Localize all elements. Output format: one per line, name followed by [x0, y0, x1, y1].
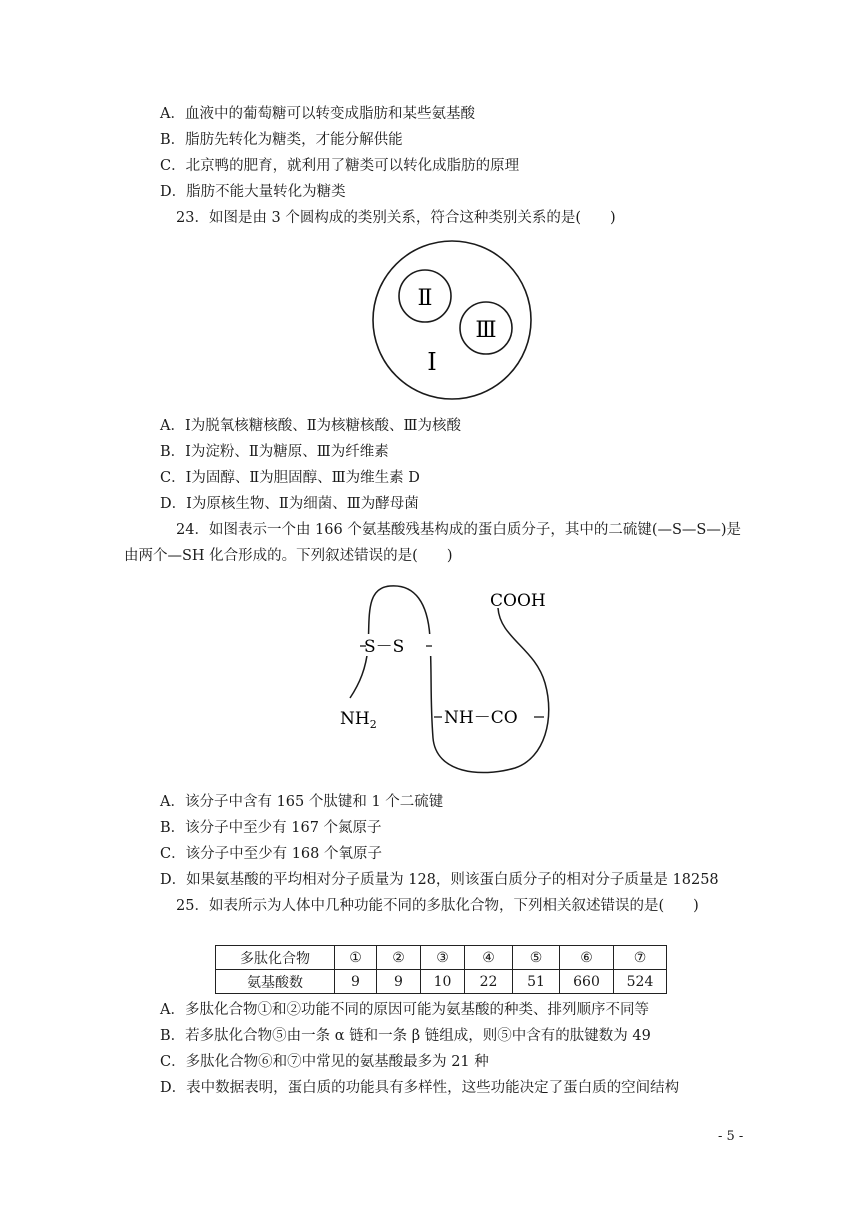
q25-option-c: C．多肽化合物⑥和⑦中常见的氨基酸最多为 21 种 — [160, 1054, 489, 1070]
table-col-7: ⑦ — [614, 946, 667, 970]
circle-outer — [373, 241, 531, 399]
page-number: - 5 - — [718, 1129, 744, 1144]
label-outer: Ⅰ — [427, 348, 437, 376]
table-cell: 660 — [560, 970, 614, 994]
table-col-3: ③ — [421, 946, 465, 970]
table-cell: 9 — [377, 970, 421, 994]
label-nh2: $NH_2$ — [340, 709, 377, 731]
table-row — [216, 970, 667, 994]
table-cell: 9 — [335, 970, 377, 994]
q22-option-b: B．脂肪先转化为糖类，才能分解供能 — [160, 132, 403, 148]
q24-stem-line2: 由两个—SH 化合形成的。下列叙述错误的是( ) — [124, 548, 453, 564]
table-col-2: ② — [377, 946, 421, 970]
label-inner-left: Ⅱ — [417, 286, 433, 311]
q24-option-a: A．该分子中含有 165 个肽键和 1 个二硫键 — [160, 794, 444, 810]
table-col-5: ⑤ — [513, 946, 560, 970]
table-col-6: ⑥ — [560, 946, 614, 970]
table-header-row — [216, 946, 667, 970]
table-header-label: 多肽化合物 — [216, 946, 335, 970]
q24-option-c: C．该分子中至少有 168 个氧原子 — [160, 846, 382, 862]
label-disulfide: S－S — [364, 637, 405, 657]
q23-venn-diagram — [370, 236, 535, 406]
table-row-label: 氨基酸数 — [216, 970, 335, 994]
q23-option-c: C．Ⅰ为固醇、Ⅱ为胆固醇、Ⅲ为维生素 D — [160, 470, 420, 486]
table-col-4: ④ — [465, 946, 513, 970]
q22-option-d: D．脂肪不能大量转化为糖类 — [160, 184, 346, 200]
table-col-1: ① — [335, 946, 377, 970]
q24-option-b: B．该分子中至少有 167 个氮原子 — [160, 820, 382, 836]
label-cooh: COOH — [490, 591, 546, 611]
q25-stem: 25．如表所示为人体中几种功能不同的多肽化合物，下列相关叙述错误的是( ) — [176, 898, 699, 914]
q24-stem-line1: 24．如图表示一个由 166 个氨基酸残基构成的蛋白质分子，其中的二硫键(—S—S—)是 — [176, 522, 742, 538]
table-cell: 10 — [421, 970, 465, 994]
q22-option-a: A．血液中的葡萄糖可以转变成脂肪和某些氨基酸 — [160, 106, 475, 122]
q23-option-d: D．Ⅰ为原核生物、Ⅱ为细菌、Ⅲ为酵母菌 — [160, 496, 419, 512]
q25-polypeptide-table — [215, 945, 667, 994]
peptide-chain-path — [350, 586, 549, 773]
q25-option-a: A．多肽化合物①和②功能不同的原因可能为氨基酸的种类、排列顺序不同等 — [160, 1002, 649, 1018]
q25-option-d: D．表中数据表明，蛋白质的功能具有多样性，这些功能决定了蛋白质的空间结构 — [160, 1080, 680, 1096]
label-inner-right: Ⅲ — [475, 318, 497, 343]
q23-stem: 23．如图是由 3 个圆构成的类别关系，符合这种类别关系的是( ) — [176, 210, 616, 226]
q24-protein-diagram — [330, 578, 580, 783]
q25-option-b: B．若多肽化合物⑤由一条 α 链和一条 β 链组成，则⑤中含有的肽键数为 49 — [160, 1028, 651, 1044]
table-cell: 22 — [465, 970, 513, 994]
q23-option-a: A．Ⅰ为脱氧核糖核酸、Ⅱ为核糖核酸、Ⅲ为核酸 — [160, 418, 462, 434]
q23-option-b: B．Ⅰ为淀粉、Ⅱ为糖原、Ⅲ为纤维素 — [160, 444, 389, 460]
label-peptide-bond: NH－CO — [444, 708, 518, 728]
table-cell: 524 — [614, 970, 667, 994]
q24-option-d: D．如果氨基酸的平均相对分子质量为 128，则该蛋白质分子的相对分子质量是 18258 — [160, 872, 719, 888]
q22-option-c: C．北京鸭的肥育，就利用了糖类可以转化成脂肪的原理 — [160, 158, 520, 174]
table-cell: 51 — [513, 970, 560, 994]
